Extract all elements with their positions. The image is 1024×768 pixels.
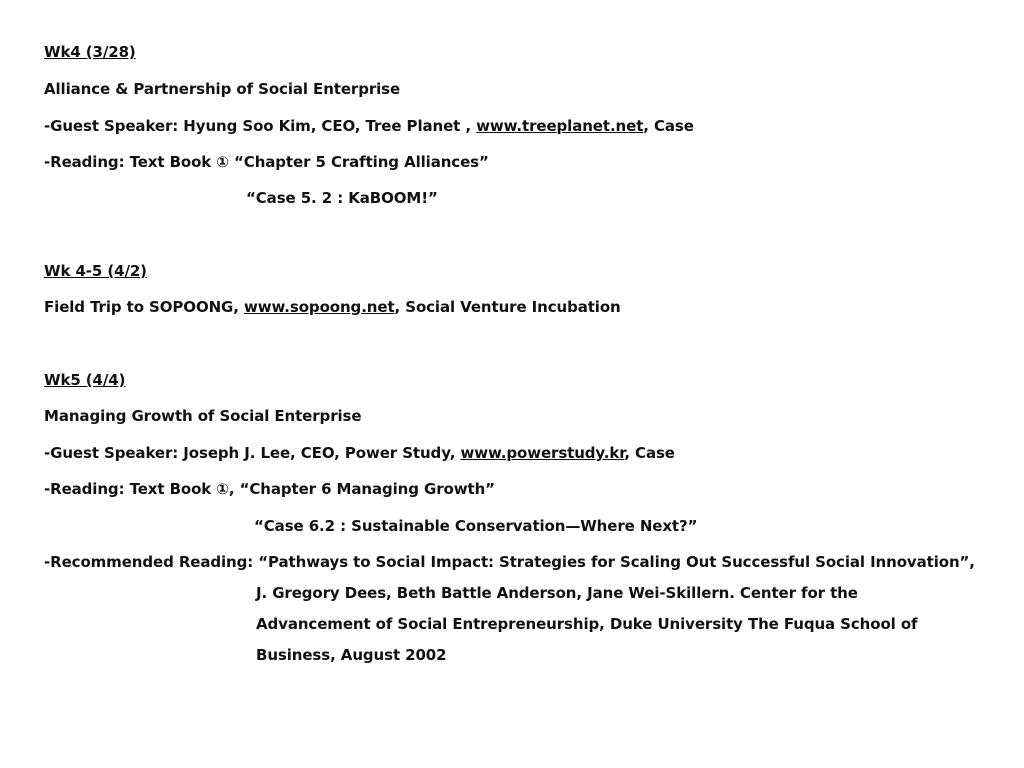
wk45-trip-text: Field Trip to SOPOONG, (44, 298, 244, 316)
recommended-reading-line-3: Advancement of Social Entrepreneurship, Duke University The Fuqua School of (256, 615, 918, 633)
powerstudy-link[interactable]: www.powerstudy.kr (460, 444, 625, 462)
wk4-heading: Wk4 (3/28) (44, 43, 136, 61)
sopoong-link[interactable]: www.sopoong.net (243, 298, 395, 316)
wk45-trip-suffix: , Social Venture Incubation (394, 298, 621, 316)
wk5-guest-speaker (44, 443, 675, 463)
wk4-speaker-suffix: , Case (643, 117, 694, 135)
recommended-reading-line-2: J. Gregory Dees, Beth Battle Anderson, Jane Wei-Skillern. Center for the (256, 584, 858, 602)
wk4-speaker-text: -Guest Speaker: Hyung Soo Kim, CEO, Tree Planet , (44, 117, 477, 135)
recommended-reading-line-4: Business, August 2002 (256, 646, 447, 664)
treeplanet-link[interactable]: www.treeplanet.net (476, 117, 644, 135)
wk5-title: Managing Growth of Social Enterprise (44, 407, 362, 425)
recommended-reading-line-1: -Recommended Reading: “Pathways to Social Impact: Strategies for Scaling Out Successful Social Innovation”, (44, 553, 975, 571)
wk5-speaker-text: -Guest Speaker: Joseph J. Lee, CEO, Power Study, (44, 444, 461, 462)
wk4-case: “Case 5. 2 : KaBOOM!” (246, 189, 438, 207)
wk5-heading: Wk5 (4/4) (44, 371, 126, 389)
wk45-heading: Wk 4-5 (4/2) (44, 262, 147, 280)
wk45-field-trip (44, 297, 621, 317)
wk5-reading: -Reading: Text Book ①, “Chapter 6 Managing Growth” (44, 480, 495, 498)
wk5-case: “Case 6.2 : Sustainable Conservation—Where Next?” (254, 517, 698, 535)
wk4-title: Alliance & Partnership of Social Enterprise (44, 80, 401, 98)
wk5-speaker-suffix: , Case (624, 444, 675, 462)
wk4-reading: -Reading: Text Book ① “Chapter 5 Crafting Alliances” (44, 153, 489, 171)
wk4-guest-speaker (44, 116, 694, 136)
